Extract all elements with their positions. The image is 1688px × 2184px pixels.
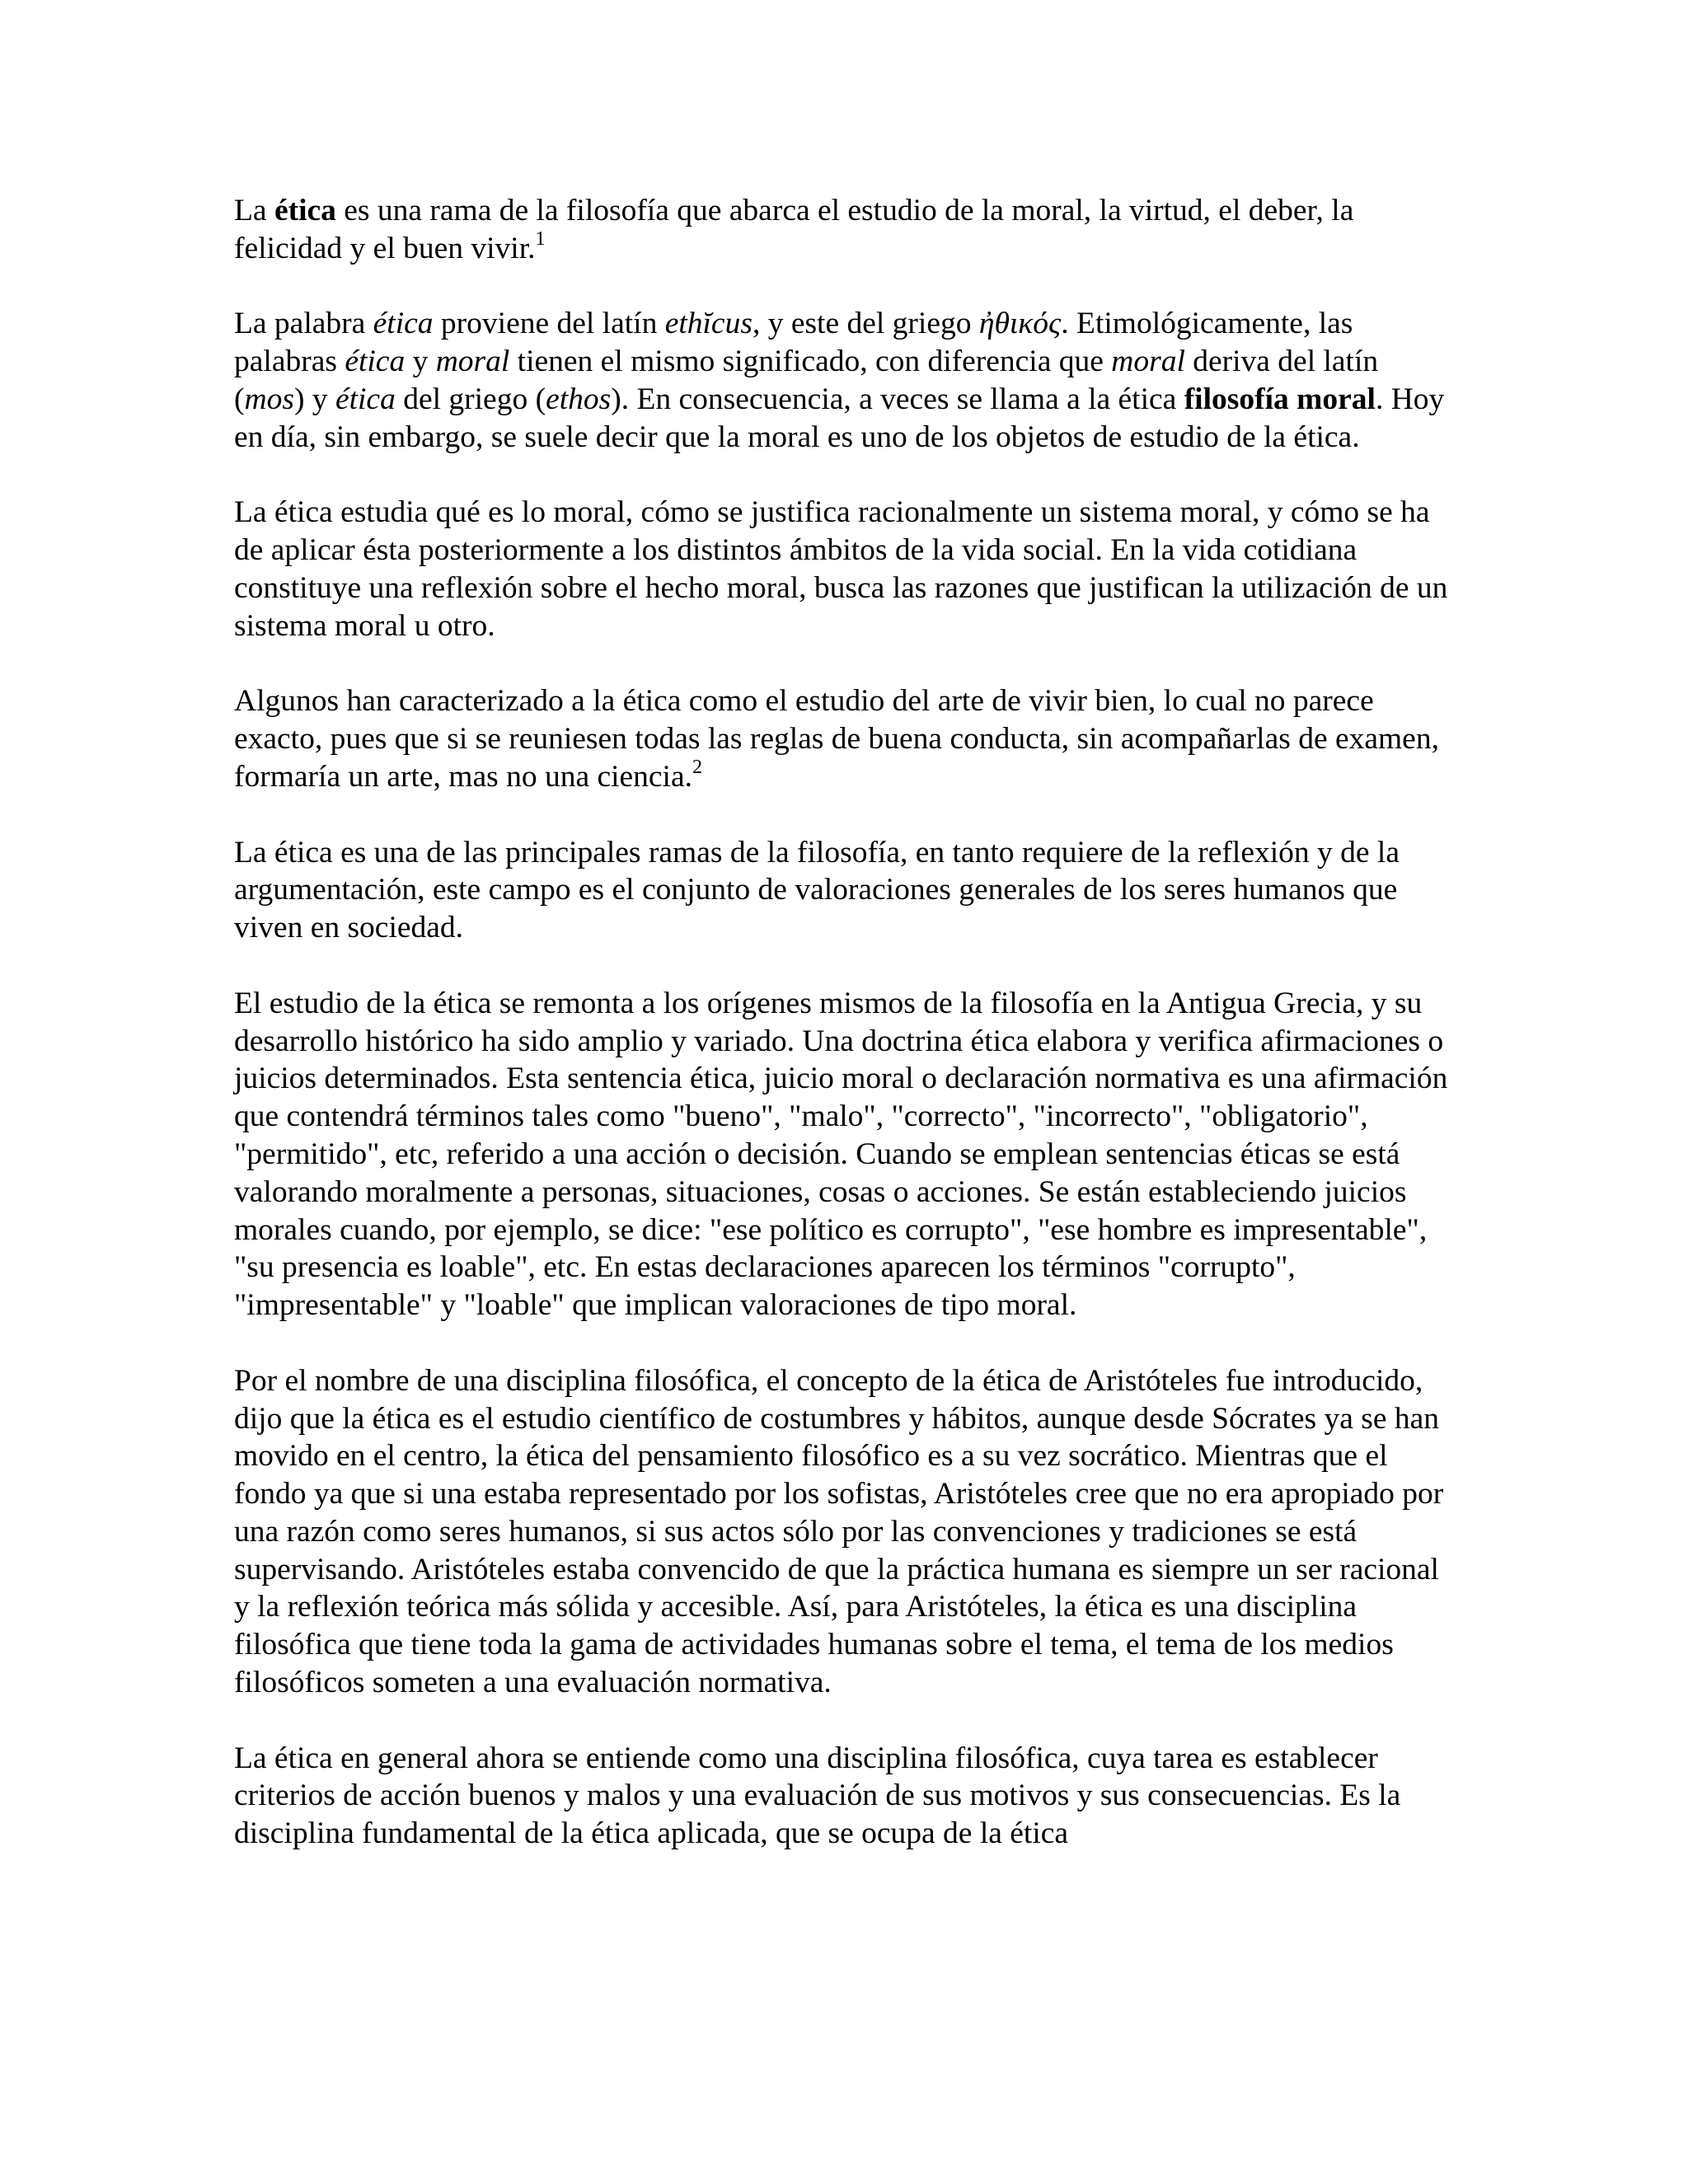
paragraph-branches	[234, 834, 1454, 947]
footnote-marker: 1	[535, 228, 546, 251]
italic-term: ἠθικός	[978, 307, 1062, 341]
text-run: La ética estudia qué es lo moral, cómo se justifica racionalmente un sistema moral, y cómo se ha de aplicar ésta posteriormente a los distintos ámbitos de la vida social. En la vida cotidiana constituye una reflexión sobre el hecho moral, busca las razones que justifican la utilización de un sistema moral u otro.	[234, 495, 1448, 643]
text-run: La ética en general ahora se entiende como una disciplina filosófica, cuya tarea es establecer criterios de acción buenos y malos y una evaluación de sus motivos y sus consecuencias. Es la disciplina fundamental de la ética aplicada, que se ocupa de la ética	[234, 1741, 1401, 1851]
italic-term: moral	[435, 344, 510, 379]
italic-term: ética	[345, 344, 406, 379]
text-run: La palabra	[234, 307, 373, 341]
paragraph-history	[234, 985, 1454, 1324]
text-run: ). En consecuencia, a veces se llama a la ética	[611, 382, 1184, 416]
text-run: La	[234, 194, 274, 227]
text-run: Algunos han caracterizado a la ética como el estudio del arte de vivir bien, lo cual no parece exacto, pues que si se reuniesen todas las reglas de buena conducta, sin acompañarlas de examen, formaría un arte, mas no una ciencia.	[234, 684, 1439, 794]
text-run: La ética es una de las principales ramas de la filosofía, en tanto requiere de la reflexión y de la argumentación, este campo es el conjunto de valoraciones generales de los seres humanos que viven en sociedad.	[234, 835, 1400, 945]
paragraph-art-of-living	[234, 682, 1454, 795]
text-run: del griego (	[395, 382, 546, 416]
bold-term: filosofía moral	[1184, 382, 1376, 416]
italic-term: ethĭcus	[664, 307, 753, 341]
text-run: deriva del latín (	[234, 344, 1379, 416]
italic-term: ethos	[546, 382, 612, 416]
text-run: proviene del latín	[433, 307, 665, 341]
text-run: . Etimológicamente, las palabras	[234, 307, 1353, 379]
italic-term: moral	[1111, 344, 1185, 379]
text-run: Por el nombre de una disciplina filosófica, el concepto de la ética de Aristóteles fue introducido, dijo que la ética es el estudio científico de costumbres y hábitos, aunque desde Sócrates ya se han movido en el centro, la ética del pensamiento filosófico es a su vez socrático. Mientras que el fondo ya que si una estaba representado por los sofistas, Aristóteles cree que no era apropiado por una razón como seres humanos, si sus actos sólo por las convenciones y tradiciones se está supervisando. Aristóteles estaba convencido de que la práctica humana es siempre un ser racional y la reflexión teórica más sólida y accesible. Así, para Aristóteles, la ética es una disciplina filosófica que tiene toda la gama de actividades humanas sobre el tema, el tema de los medios filosóficos someten a una evaluación normativa.	[234, 1363, 1444, 1700]
text-run: tienen el mismo significado, con diferencia que	[509, 344, 1112, 379]
italic-term: ética	[373, 307, 434, 341]
text-run: es una rama de la filosofía que abarca el estudio de la moral, la virtud, el deber, la felicidad y el buen vivir.	[234, 194, 1354, 265]
paragraph-aristotle	[234, 1362, 1454, 1702]
paragraph-etymology	[234, 305, 1454, 456]
italic-term: ética	[335, 382, 396, 416]
document-body	[234, 192, 1454, 1853]
text-run: y	[405, 344, 436, 379]
paragraph-general	[234, 1740, 1454, 1853]
italic-term: mos	[244, 382, 294, 416]
paragraph-study	[234, 494, 1454, 644]
bold-term: ética	[274, 194, 336, 227]
text-run: ) y	[293, 382, 335, 416]
paragraph-intro	[234, 192, 1454, 268]
text-run: , y este del griego	[752, 307, 979, 341]
text-run: . Hoy en día, sin embargo, se suele decir que la moral es uno de los objetos de estudio de la ética.	[234, 382, 1445, 454]
text-run: El estudio de la ética se remonta a los orígenes mismos de la filosofía en la Antigua Grecia, y su desarrollo histórico ha sido amplio y variado. Una doctrina ética elabora y verifica afirmaciones o juicios determinados. Esta sentencia ética, juicio moral o declaración normativa es una afirmación que contendrá términos tales como "bueno", "malo", "correcto", "incorrecto", "obligatorio", "permitido", etc, referido a una acción o decisión. Cuando se emplean sentencias éticas se está valorando moralmente a personas, situaciones, cosas o acciones. Se están estableciendo juicios morales cuando, por ejemplo, se dice: "ese político es corrupto", "ese hombre es impresentable", "su presencia es loable", etc. En estas declaraciones aparecen los términos "corrupto", "impresentable" y "loable" que implican valoraciones de tipo moral.	[234, 986, 1448, 1323]
footnote-marker: 2	[692, 757, 702, 779]
